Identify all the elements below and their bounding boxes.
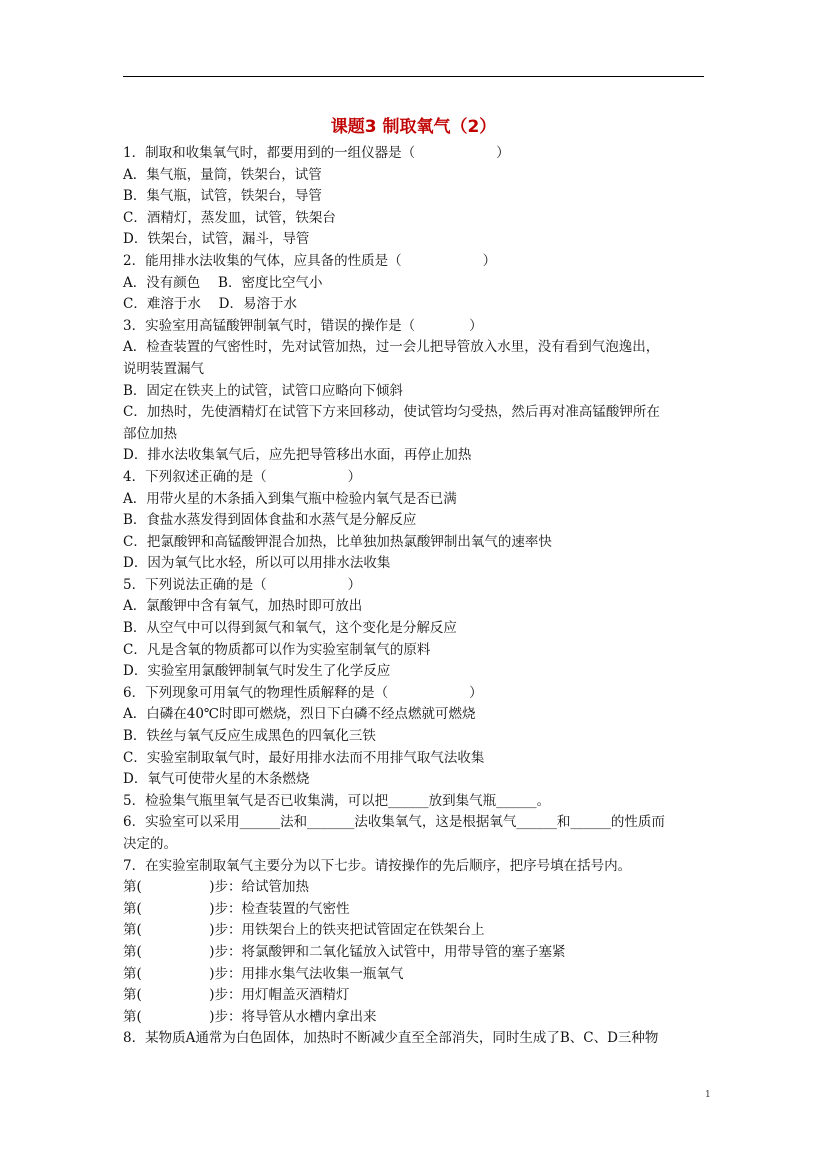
page-title: 课题3 制取氧气（2）	[330, 117, 497, 137]
text-line: 第( )步：用排水集气法收集一瓶氧气	[123, 965, 404, 982]
text-line: D．因为氧气比水轻，所以可以用排水法收集	[123, 555, 391, 572]
text-line: D．排水法收集氧气后，应先把导管移出水面，再停止加热	[123, 447, 472, 464]
text-line: C．难溶于水 D．易溶于水	[123, 296, 297, 313]
text-line: 说明装置漏气	[123, 360, 204, 377]
text-line: 5．下列说法正确的是（ ）	[123, 576, 362, 593]
text-line: 4．下列叙述正确的是（ ）	[123, 468, 362, 485]
text-line: 6．实验室可以采用______法和_______法收集氧气，这是根据氧气______和______的性质而	[123, 814, 665, 831]
header-rule	[123, 76, 704, 77]
text-line: C．加热时，先使酒精灯在试管下方来回移动，使试管均匀受热，然后再对准高锰酸钾所在	[123, 404, 660, 421]
text-line: 第( )步：用灯帽盖灭酒精灯	[123, 987, 350, 1004]
text-line: 第( )步：检查装置的气密性	[123, 900, 350, 917]
text-line: C．把氯酸钾和高锰酸钾混合加热，比单独加热氯酸钾制出氧气的速率快	[123, 533, 552, 550]
text-line: D．实验室用氯酸钾制氧气时发生了化学反应	[123, 663, 391, 680]
text-line: B．集气瓶，试管，铁架台，导管	[123, 188, 322, 205]
text-line: 1．制取和收集氧气时，都要用到的一组仪器是（ ）	[123, 145, 510, 161]
text-line: A．氯酸钾中含有氧气，加热时即可放出	[123, 598, 363, 615]
text-line: A．检查装置的气密性时，先对试管加热，过一会儿把导管放入水里，没有看到气泡逸出，	[123, 339, 660, 356]
page-number: 1	[705, 1090, 711, 1100]
text-line: A．集气瓶，量筒，铁架台，试管	[123, 166, 322, 183]
text-line: 3．实验室用高锰酸钾制氧气时，错误的操作是（ ）	[123, 317, 483, 334]
text-line: 7．在实验室制取氧气主要分为以下七步。请按操作的先后顺序，把序号填在括号内。	[123, 857, 632, 874]
text-line: B．从空气中可以得到氮气和氧气，这个变化是分解反应	[123, 620, 457, 637]
text-line: 部位加热	[123, 425, 177, 442]
text-line: 5．检验集气瓶里氧气是否已收集满，可以把______放到集气瓶______。	[123, 792, 551, 809]
text-line: B．铁丝与氧气反应生成黑色的四氧化三铁	[123, 728, 376, 745]
text-line: D．氧气可使带火星的木条燃烧	[123, 771, 310, 788]
text-line: 第( )步：用铁架台上的铁夹把试管固定在铁架台上	[123, 922, 485, 939]
text-line: A．白磷在40℃时即可燃烧，烈日下白磷不经点燃就可燃烧	[123, 706, 476, 723]
text-line: 第( )步：给试管加热	[123, 879, 310, 896]
text-line: 第( )步：将导管从水槽内拿出来	[123, 1008, 377, 1025]
text-line: 6．下列现象可用氧气的物理性质解释的是（ ）	[123, 684, 483, 701]
text-line: 2．能用排水法收集的气体，应具备的性质是（ ）	[123, 252, 497, 269]
text-line: A．没有颜色 B．密度比空气小	[123, 274, 323, 291]
document-body	[123, 143, 723, 1050]
text-line: 第( )步：将氯酸钾和二氧化锰放入试管中，用带导管的塞子塞紧	[123, 943, 566, 960]
text-line: C．凡是含氧的物质都可以作为实验室制氧气的原料	[123, 641, 431, 658]
text-line: 决定的。	[123, 836, 177, 852]
text-line: A．用带火星的木条插入到集气瓶中检验内氧气是否已满	[123, 490, 457, 507]
text-line: B．固定在铁夹上的试管，试管口应略向下倾斜	[123, 382, 403, 399]
text-line: C．实验室制取氧气时，最好用排水法而不用排气取气法收集	[123, 749, 485, 766]
text-line: C．酒精灯，蒸发皿，试管，铁架台	[123, 209, 336, 226]
text-line: 8．某物质A通常为白色固体，加热时不断减少直至全部消失，同时生成了B、C、D三种物	[123, 1030, 659, 1047]
text-line: B．食盐水蒸发得到固体食盐和水蒸气是分解反应	[123, 512, 417, 529]
text-line: D．铁架台，试管，漏斗，导管	[123, 231, 310, 248]
